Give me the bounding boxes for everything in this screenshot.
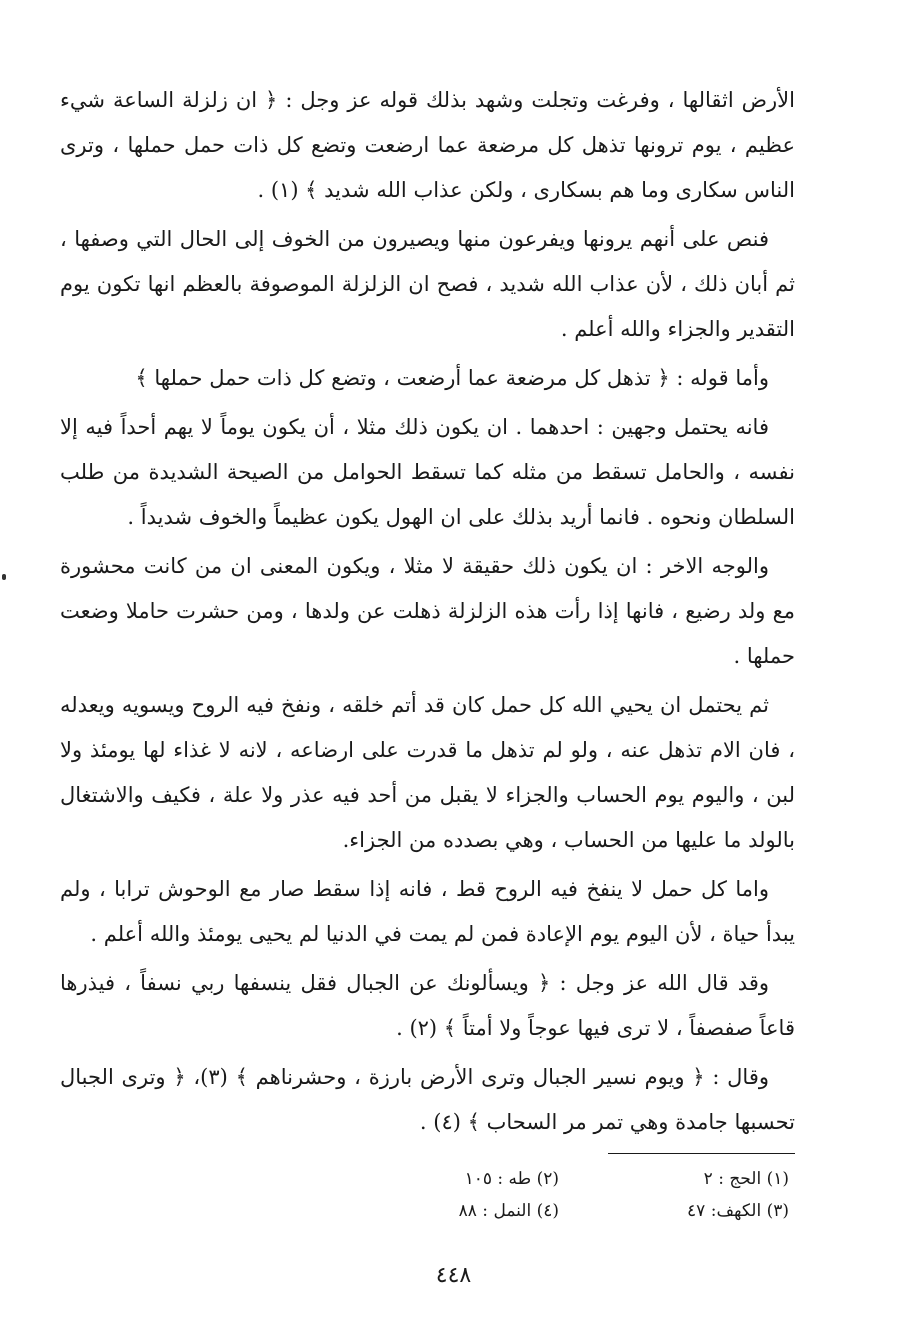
paragraph-5: والوجه الاخر : ان يكون ذلك حقيقة لا مثلا ، ويكون المعنى ان من كانت محشورة مع ولد رضيع ، فانها إذا رأت هذه الزلزلة ذهلت عن ولدها ، ومن حشرت حاملا وضعت حملها .: [60, 554, 795, 668]
footnote-1: (١) الحج : ٢: [703, 1169, 789, 1189]
paragraph-9: وقال : ﴿ ويوم نسير الجبال وترى الأرض بارزة ، وحشرناهم ﴾ (٣)، ﴿ وترى الجبال تحسبها جامدة وهي تمر مر السحاب ﴾ (٤) .: [60, 1065, 795, 1134]
paragraph-4: فانه يحتمل وجهين : احدهما . ان يكون ذلك مثلا ، أن يكون يوماً لا يهم أحداً فيه إلا نفسه ، والحامل تسقط من مثله كما تسقط الحوامل من الصيحة الشديدة من طلب السلطان ونحوه . فانما أريد بذلك على ان الهول يكون عظيماً والخوف شديداً .: [60, 415, 795, 529]
margin-mark: [2, 574, 6, 580]
footnote-2: (٢) طه : ١٠٥: [464, 1169, 559, 1189]
paragraph-8: وقد قال الله عز وجل : ﴿ ويسألونك عن الجبال فقل ينسفها ربي نسفاً ، فيذرها قاعاً صفصفاً ، لا ترى فيها عوجاً ولا أمتاً ﴾ (٢) .: [60, 971, 795, 1040]
footnote-divider: [608, 1153, 795, 1154]
paragraph-7: واما كل حمل لا ينفخ فيه الروح قط ، فانه إذا سقط صار مع الوحوش ترابا ، ولم يبدأ حياة ، لأن اليوم يوم الإعادة فمن لم يمت في الدنيا لم يحيى يومئذ والله أعلم .: [60, 877, 795, 946]
footnote-3: (٣) الكهف: ٤٧: [687, 1201, 789, 1221]
page-body: [60, 78, 795, 1221]
paragraph-2: فنص على أنهم يرونها ويفرعون منها ويصيرون من الخوف إلى الحال التي وصفها ، ثم أبان ذلك ، لأن عذاب الله شديد ، فصح ان الزلزلة الموصوفة بالعظم انها تكون يوم التقدير والجزاء والله أعلم .: [60, 227, 795, 341]
page-number: ٤٤٨: [435, 1263, 472, 1288]
paragraph-6: ثم يحتمل ان يحيي الله كل حمل كان قد أتم خلقه ، ونفخ فيه الروح ويسويه ويعدله ، فان الام تذهل عنه ، ولو لم تذهل ما قدرت على ارضاعه ، لانه لا غذاء لها يومئذ ولا لبن ، واليوم يوم الحساب والجزاء لا يقبل من أحد فيه عذر ولا علة ، فكيف والاشتغال بالولد ما عليها من الحساب ، وهي بصدده من الجزاء.: [60, 693, 795, 852]
paragraph-3: وأما قوله : ﴿ تذهل كل مرضعة عما أرضعت ، وتضع كل ذات حمل حملها ﴾: [135, 366, 769, 390]
paragraph-1: الأرض اثقالها ، وفرغت وتجلت وشهد بذلك قوله عز وجل : ﴿ ان زلزلة الساعة شيء عظيم ، يوم ترونها تذهل كل مرضعة عما ارضعت وتضع كل ذات حمل حملها ، وترى الناس سكارى وما هم بسكارى ، ولكن عذاب الله شديد ﴾ (١) .: [60, 88, 795, 202]
footnote-4: (٤) النمل : ٨٨: [458, 1201, 559, 1221]
footnotes: [369, 1166, 789, 1224]
